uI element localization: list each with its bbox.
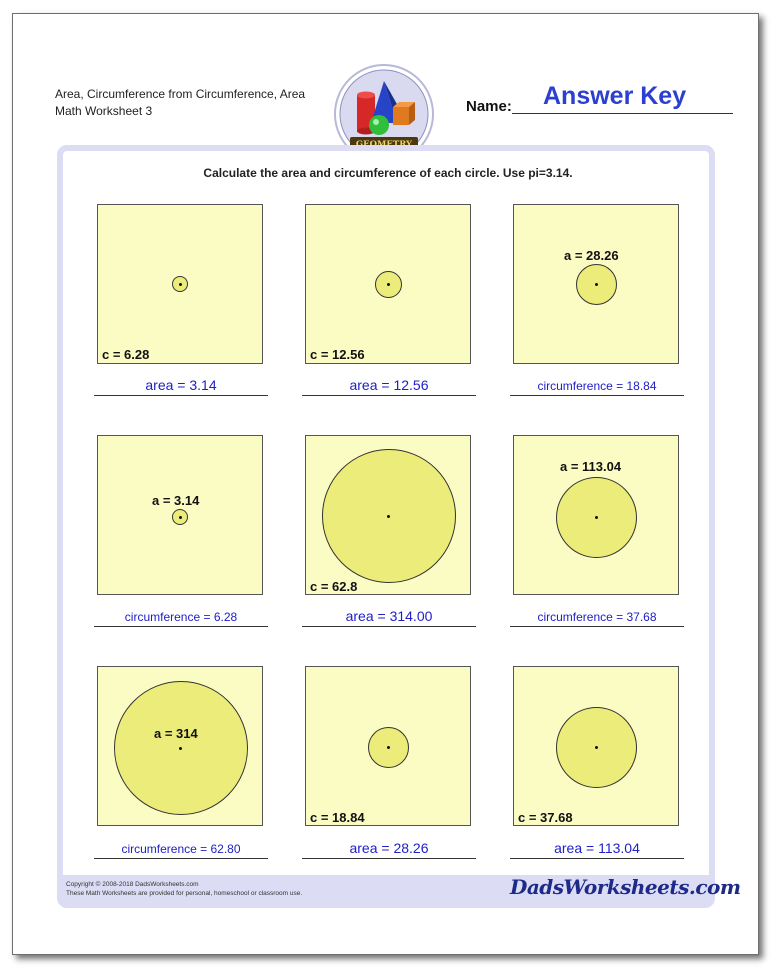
- problem-box: [305, 435, 471, 595]
- answer-text: area = 113.04: [554, 840, 640, 856]
- circle-center: [179, 516, 182, 519]
- circle-center: [595, 746, 598, 749]
- problem-box: [97, 204, 263, 364]
- given-value: c = 12.56: [310, 347, 365, 362]
- circle-center: [179, 283, 182, 286]
- given-value: c = 62.8: [310, 579, 358, 594]
- title-line-1: Area, Circumference from Circumference, Area: [55, 87, 306, 101]
- answer-line: [94, 626, 268, 627]
- answer-text: area = 28.26: [349, 840, 429, 856]
- given-value: a = 113.04: [560, 459, 622, 474]
- given-value: c = 18.84: [310, 810, 365, 825]
- answer-line: [302, 395, 476, 396]
- footer-copyright: [66, 880, 302, 898]
- answer-line: [302, 626, 476, 627]
- dadsworksheets-logo[interactable]: DadsWorksheets.com: [510, 875, 741, 899]
- given-value: c = 37.68: [518, 810, 573, 825]
- copyright-text: Copyright © 2008-2018 DadsWorksheets.com: [66, 881, 199, 888]
- name-label: Name:: [466, 98, 512, 115]
- given-value: a = 314: [154, 726, 198, 741]
- answer-key-label: Answer Key: [543, 82, 687, 110]
- circle-center: [387, 283, 390, 286]
- answer-line: [94, 858, 268, 859]
- circle-center: [595, 283, 598, 286]
- answer-text: circumference = 62.80: [121, 842, 241, 856]
- answer-text: area = 314.00: [345, 608, 433, 624]
- problem-box: [513, 204, 679, 364]
- answer-text: circumference = 37.68: [537, 610, 657, 624]
- answer-text: circumference = 18.84: [537, 379, 657, 393]
- problem-box: [305, 204, 471, 364]
- given-value: a = 28.26: [564, 248, 619, 263]
- answer-text: area = 3.14: [145, 377, 217, 393]
- problem-box: [513, 666, 679, 826]
- worksheet-title: [55, 86, 305, 120]
- answer-line: [302, 858, 476, 859]
- answer-line: [510, 858, 684, 859]
- circle-center: [595, 516, 598, 519]
- answer-line: [510, 626, 684, 627]
- problem-box: [305, 666, 471, 826]
- instructions: Calculate the area and circumference of each circle. Use pi=3.14.: [203, 166, 573, 180]
- answer-line: [510, 395, 684, 396]
- answer-text: area = 12.56: [349, 377, 429, 393]
- problem-box: [97, 666, 263, 826]
- name-line: [512, 113, 733, 114]
- given-value: c = 6.28: [102, 347, 150, 362]
- given-value: a = 3.14: [152, 493, 200, 508]
- circle-center: [387, 515, 390, 518]
- circle-center: [179, 747, 182, 750]
- problem-box: [513, 435, 679, 595]
- problem-box: [97, 435, 263, 595]
- answer-line: [94, 395, 268, 396]
- circle-center: [387, 746, 390, 749]
- title-line-2: Math Worksheet 3: [55, 104, 153, 118]
- answer-text: circumference = 6.28: [124, 610, 238, 624]
- usage-notice: These Math Worksheets are provided for personal, homeschool or classroom use.: [66, 890, 303, 897]
